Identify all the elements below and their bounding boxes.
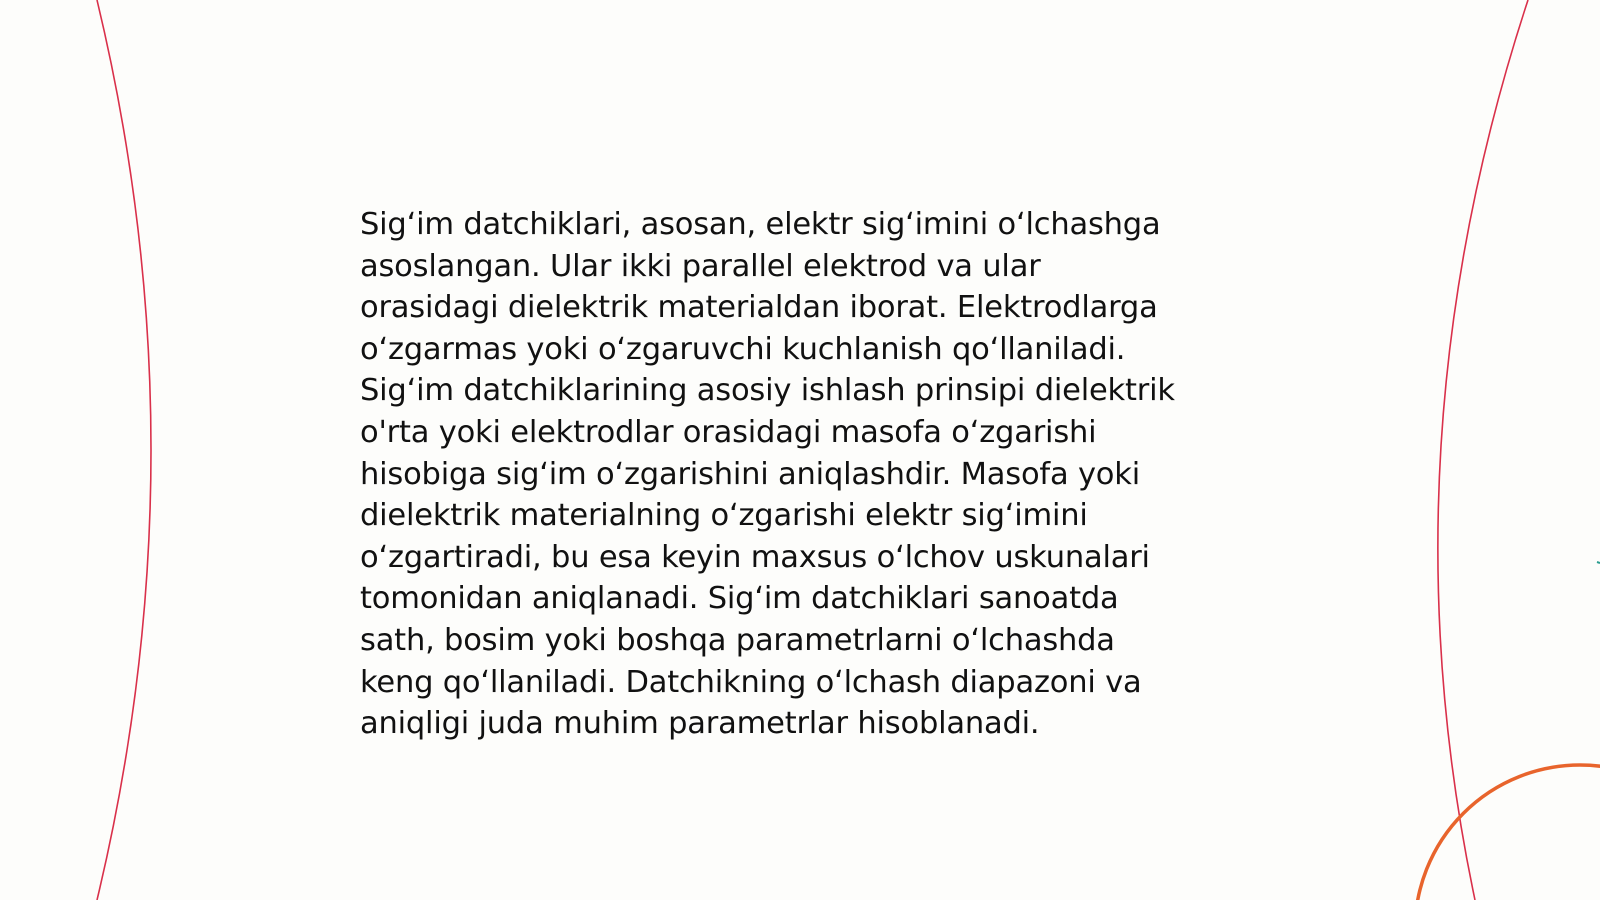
text-line: o‘zgartiradi, bu esa keyin maxsus o‘lchov uskunalari: [360, 539, 1150, 575]
text-line: tomonidan aniqlanadi. Sig‘im datchiklari sanoatda: [360, 581, 1119, 617]
orange-arc: [1415, 765, 1600, 900]
text-line: keng qo‘llaniladi. Datchikning o‘lchash diapazoni va: [360, 664, 1142, 700]
text-line: aniqligi juda muhim parametrlar hisoblanadi.: [360, 706, 1040, 742]
body-paragraph: [360, 204, 1240, 745]
text-line: o‘zgarmas yoki o‘zgaruvchi kuchlanish qo‘llaniladi.: [360, 331, 1126, 367]
text-line: hisobiga sig‘im o‘zgarishini aniqlashdir. Masofa yoki: [360, 456, 1140, 492]
text-line: Sig‘im datchiklarining asosiy ishlash prinsipi dielektrik: [360, 373, 1175, 409]
text-line: dielektrik materialning o‘zgarishi elektr sig‘imini: [360, 498, 1088, 534]
text-line: sath, bosim yoki boshqa parametrlarni o‘lchashda: [360, 622, 1115, 658]
text-line: orasidagi dielektrik materialdan iborat. Elektrodlarga: [360, 290, 1158, 326]
right-curve: [1438, 0, 1528, 900]
text-line: Sig‘im datchiklari, asosan, elektr sig‘imini o‘lchashga: [360, 207, 1161, 242]
text-line: o'rta yoki elektrodlar orasidagi masofa o‘zgarishi: [360, 414, 1097, 450]
left-curve: [97, 0, 151, 900]
text-line: asoslangan. Ular ikki parallel elektrod va ular: [360, 248, 1041, 284]
